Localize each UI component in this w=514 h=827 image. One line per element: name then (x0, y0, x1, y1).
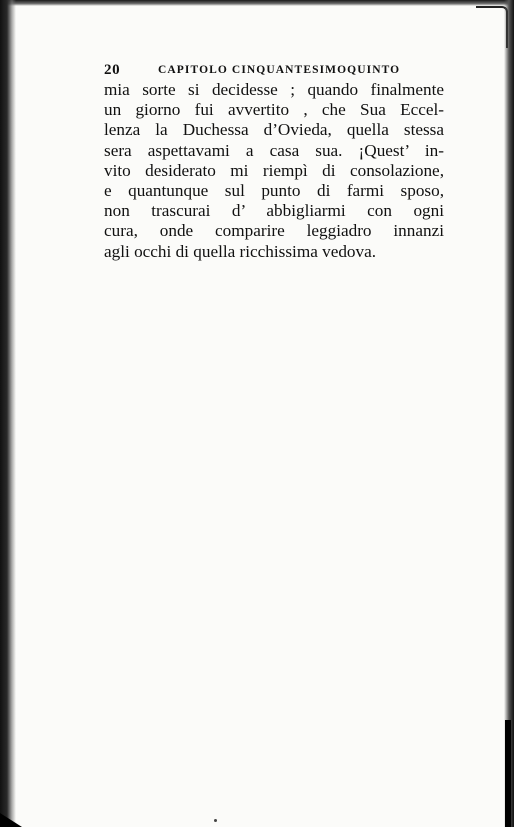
text-line: non trascurai d’ abbigliarmi con ogni (104, 201, 444, 221)
text-line: vito desiderato mi riempì di consolazione, (104, 160, 444, 180)
text-line: lenza la Duchessa d’Ovieda, quella stessa (104, 120, 444, 140)
scan-edge-right-bar (504, 0, 514, 827)
book-page (104, 60, 444, 262)
page-corner-fold (476, 6, 508, 48)
scan-edge-right (470, 0, 514, 827)
running-head (104, 60, 444, 78)
page-number: 20 (104, 62, 121, 78)
body-text (104, 80, 444, 262)
text-line: agli occhi di quella ricchissima vedova. (104, 241, 377, 261)
scan-edge-right-streak (505, 720, 511, 827)
scan-corner-bottom-left (0, 813, 22, 827)
text-line: un giorno fui avvertito , che Sua Eccel- (104, 100, 444, 120)
scan-edge-left (0, 0, 16, 827)
text-line: cura, onde comparire leggiadro innanzi (104, 221, 444, 241)
ink-speck (214, 819, 217, 822)
text-line: sera aspettavami a casa sua. ¡Quest’ in- (104, 140, 444, 160)
text-line: e quantunque sul punto di farmi sposo, (104, 180, 444, 200)
chapter-title: CAPITOLO CINQUANTESIMOQUINTO (158, 64, 401, 76)
scan-edge-top (0, 0, 514, 6)
text-line: mia sorte si decidesse ; quando finalmente (104, 80, 444, 99)
